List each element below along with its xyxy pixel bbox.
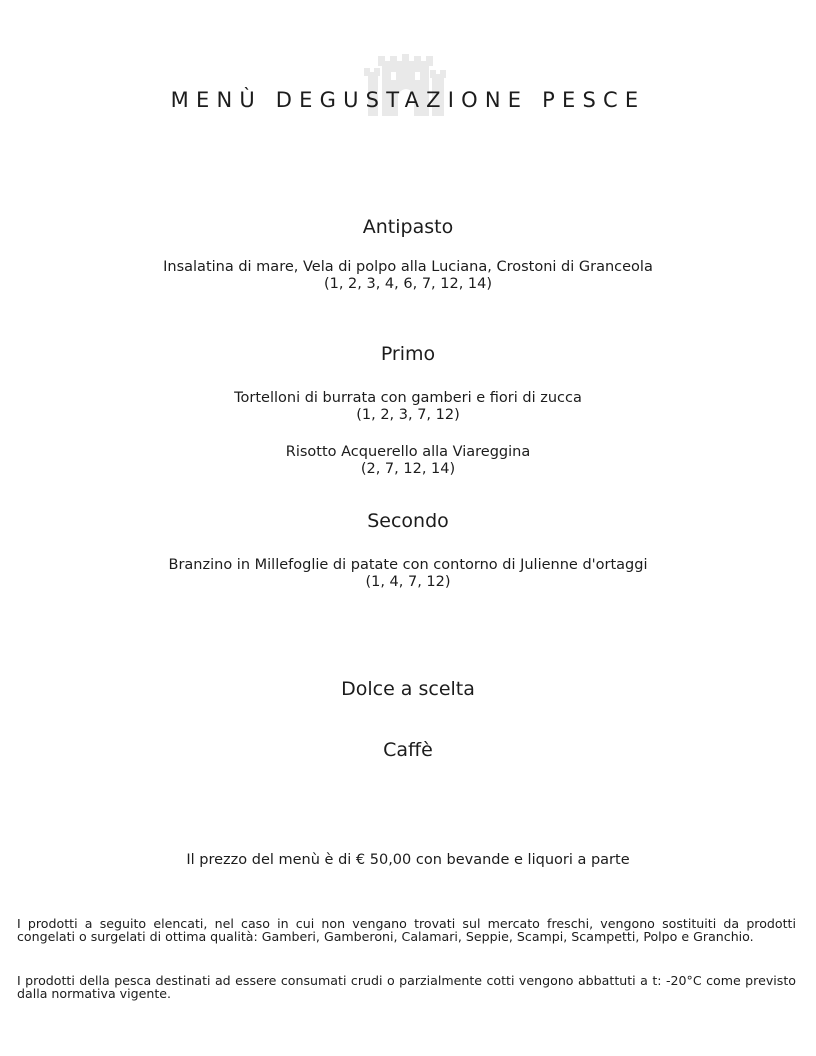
dish-item — [0, 390, 816, 423]
menu-title: MENÙ DEGUSTAZIONE PESCE — [170, 88, 646, 112]
course-title-secondo: Secondo — [367, 510, 449, 532]
footer-note-frozen-products: I prodotti a seguito elencati, nel caso in cui non vengano trovati sul mercato freschi, vengono sostituiti da prodotti congelati o surgelati di ottima qualità: Gamberi, Gamberoni, Calamari, Seppie, Scampi, Scampetti, Polpo e Granchio. — [17, 916, 796, 944]
dish-name: Risotto Acquerello alla Viareggina — [285, 444, 531, 460]
dish-name: Insalatina di mare, Vela di polpo alla Luciana, Crostoni di Granceola — [163, 259, 653, 275]
price-note: Il prezzo del menù è di € 50,00 con bevande e liquori a parte — [186, 852, 630, 868]
dish-name: Tortelloni di burrata con gamberi e fiori di zucca — [234, 390, 582, 406]
dish-allergens: (2, 7, 12, 14) — [360, 460, 456, 477]
dish-allergens: (1, 2, 3, 7, 12) — [356, 406, 460, 423]
dish-item — [0, 259, 816, 292]
dish-item — [0, 557, 816, 590]
dish-allergens: (1, 2, 3, 4, 6, 7, 12, 14) — [323, 275, 493, 292]
dish-name: Branzino in Millefoglie di patate con contorno di Julienne d'ortaggi — [168, 557, 648, 573]
course-title-caffe: Caffè — [383, 739, 433, 761]
dish-allergens: (1, 4, 7, 12) — [365, 573, 451, 590]
course-title-dolce: Dolce a scelta — [341, 678, 475, 700]
footer-note-raw-fish: I prodotti della pesca destinati ad essere consumati crudi o parzialmente cotti vengono abbattuti a t: -20°C come previsto dalla normativa vigente. — [17, 973, 796, 1001]
course-title-primo: Primo — [380, 343, 436, 365]
dish-item — [0, 444, 816, 477]
course-title-antipasto: Antipasto — [362, 216, 454, 238]
